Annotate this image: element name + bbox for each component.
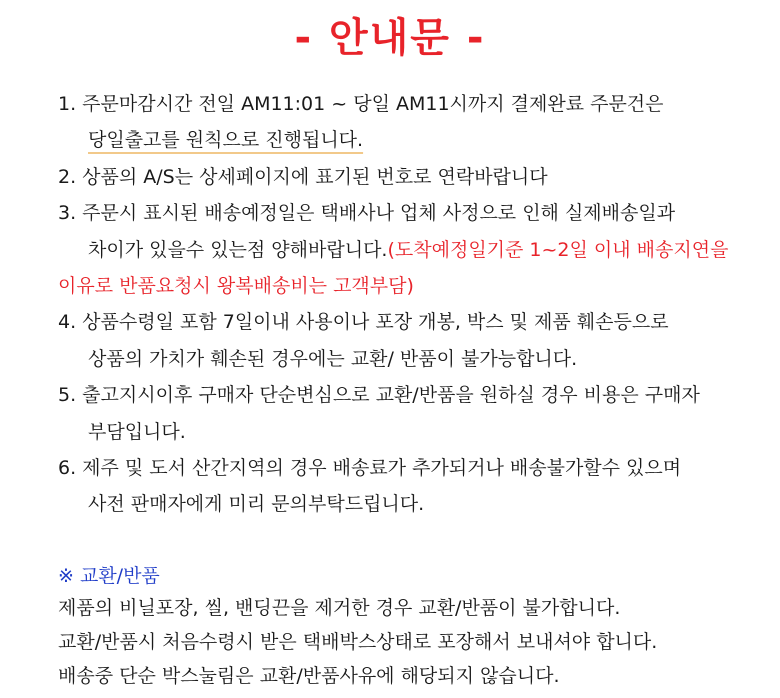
notice-item-3-line-3: 이유로 반품요청시 왕복배송비는 고객부담) (58, 275, 414, 298)
exchange-heading: ※ 교환/반품 (58, 565, 160, 587)
notice-item-3-red-text: (도착예정일기준 1~2일 이내 배송지연을 (387, 238, 729, 261)
notice-item-3-line-2 (58, 232, 758, 268)
notice-item-6-line-2: 사전 판매자에게 미리 문의부탁드립니다. (88, 493, 425, 516)
notice-item-5-line-2: 부담입니다. (88, 420, 186, 443)
notice-item-1-line-2 (58, 122, 758, 158)
notice-list (58, 86, 758, 523)
exchange-line-3: 배송중 단순 박스눌림은 교환/반품사유에 해당되지 않습니다. (58, 665, 560, 687)
notice-title: - 안내문 - (294, 15, 486, 61)
notice-item-2-line-1: 2. 상품의 A/S는 상세페이지에 표기된 번호로 연락바랍니다 (58, 165, 548, 188)
exchange-line-1: 제품의 비닐포장, 씰, 밴딩끈을 제거한 경우 교환/반품이 불가합니다. (58, 597, 621, 619)
notice-item-1-line-1: 1. 주문마감시간 전일 AM11:01 ~ 당일 AM11시까지 결제완료 주문건은 (58, 93, 664, 115)
notice-item-1-text: 당일출고를 원칙으로 진행됩니다. (88, 129, 364, 152)
exchange-line-2: 교환/반품시 처음수령시 받은 택배박스상태로 포장해서 보내셔야 합니다. (58, 631, 658, 653)
notice-item-6-line-1: 6. 제주 및 도서 산간지역의 경우 배송료가 추가되거나 배송불가할수 있으며 (58, 457, 682, 480)
notice-item-3-line-1: 3. 주문시 표시된 배송예정일은 택배사나 업체 사정으로 인해 실제배송일과 (58, 202, 676, 225)
notice-item-4-line-2: 상품의 가치가 훼손된 경우에는 교환/ 반품이 불가능합니다. (88, 347, 578, 370)
exchange-section (58, 561, 758, 693)
notice-item-3-text: 차이가 있을수 있는점 양해바랍니다. (88, 238, 388, 261)
notice-item-5-line-1: 5. 출고지시이후 구매자 단순변심으로 교환/반품을 원하실 경우 비용은 구매자 (58, 384, 700, 407)
notice-item-4-line-1: 4. 상품수령일 포함 7일이내 사용이나 포장 개봉, 박스 및 제품 훼손등으로 (58, 311, 669, 334)
